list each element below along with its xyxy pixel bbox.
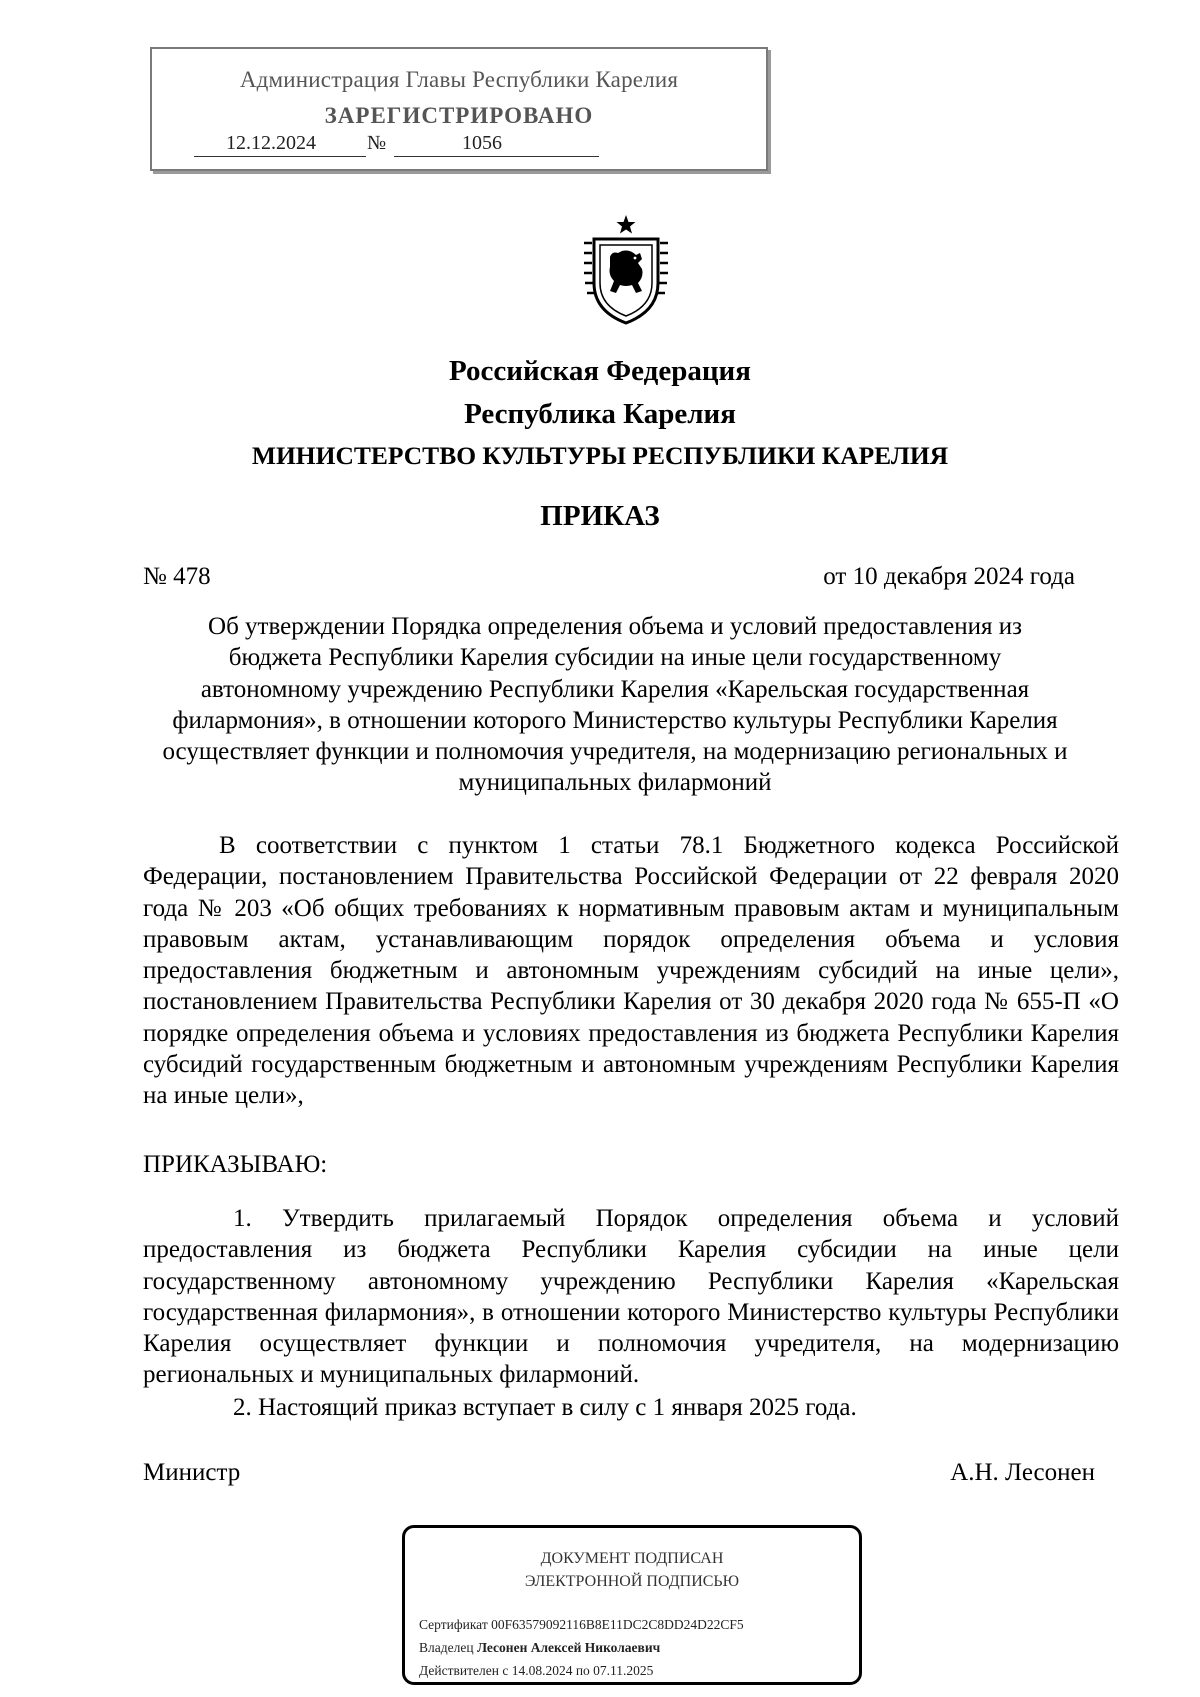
stamp-status: ЗАРЕГИСТРИРОВАНО <box>324 103 594 128</box>
document-type: ПРИКАЗ <box>540 500 660 532</box>
order-item: 2. Настоящий приказ вступает в силу с 1 января 2025 года. <box>233 1394 857 1421</box>
order-subject: Об утверждении Порядка определения объема и условий предоставления из бюджета Республики Карелия субсидии на иные цели государственному автономному учреждению Республики Карелия «Карельская государственная филармония», в отношении которого Министерство культуры Республики Карелия осуществляет функции и полномочия учредителя, на модернизацию региональных и муниципальных филармоний <box>162 613 1068 797</box>
stamp-date: 12.12.2024 <box>226 132 316 154</box>
header-region: Республика Карелия <box>464 398 736 430</box>
signer-title: Министр <box>143 1459 241 1486</box>
order-item: 1. Утвердить прилагаемый Порядок определения объема и условий предоставления из бюджета Республики Карелия субсидии на иные цели государственному автономному учреждению Республики Карелия «Карельская государственная филармония», в отношении которого Министерство культуры Республики Карелия осуществляет функции и полномочия учредителя, на модернизацию региональных и муниципальных филармоний. <box>143 1205 1119 1389</box>
esign-valid-from: 14.08.2024 <box>511 1663 573 1678</box>
coat-of-arms-icon <box>582 213 670 327</box>
stamp-organization: Администрация Главы Республики Карелия <box>239 67 679 92</box>
order-date: от 10 декабря 2024 года <box>823 563 1075 590</box>
header-ministry: МИНИСТЕРСТВО КУЛЬТУРЫ РЕСПУБЛИКИ КАРЕЛИЯ <box>251 441 949 470</box>
esign-owner <box>419 1640 660 1656</box>
esign-certificate <box>419 1617 744 1633</box>
stamp-number-sign: № <box>367 132 387 154</box>
electronic-signature-stamp <box>402 1525 862 1685</box>
registration-stamp <box>150 47 768 171</box>
esign-valid-label: Действителен <box>419 1663 499 1678</box>
esign-valid-from-label: с <box>502 1663 509 1678</box>
esign-valid-to: 07.11.2025 <box>593 1663 654 1678</box>
esign-title-line1: ДОКУМЕНТ ПОДПИСАН <box>540 1550 724 1567</box>
order-number: № 478 <box>143 563 211 590</box>
esign-cert-value: 00F63579092116B8E11DC2C8DD24D22CF5 <box>491 1617 744 1632</box>
decree-heading: ПРИКАЗЫВАЮ: <box>143 1151 328 1178</box>
esign-owner-value: Лесонен Алексей Николаевич <box>476 1640 661 1655</box>
esign-valid-to-label: по <box>575 1663 590 1678</box>
header-country: Российская Федерация <box>449 355 751 387</box>
stamp-number: 1056 <box>462 132 502 154</box>
signer-name: А.Н. Лесонен <box>950 1459 1095 1486</box>
esign-owner-label: Владелец <box>419 1640 474 1655</box>
legal-basis-paragraph: В соответствии с пунктом 1 статьи 78.1 Бюджетного кодекса Российской Федерации, постановлением Правительства Российской Федерации от 22 февраля 2020 года № 203 «Об общих требованиях к нормативным правовым актам и муниципальным правовым актам, устанавливающим порядок определения объема и условия предоставления бюджетным и автономным учреждениям субсидий на иные цели», постановлением Правительства Республики Карелия от 30 декабря 2020 года № 655-П «О порядке определения объема и условиях предоставления из бюджета Республики Карелия субсидий государственным бюджетным и автономным учреждениям Республики Карелия на иные цели», <box>143 832 1119 1110</box>
esign-title-line2: ЭЛЕКТРОННОЙ ПОДПИСЬЮ <box>524 1573 740 1590</box>
esign-cert-label: Сертификат <box>419 1617 488 1632</box>
esign-validity <box>419 1663 653 1679</box>
